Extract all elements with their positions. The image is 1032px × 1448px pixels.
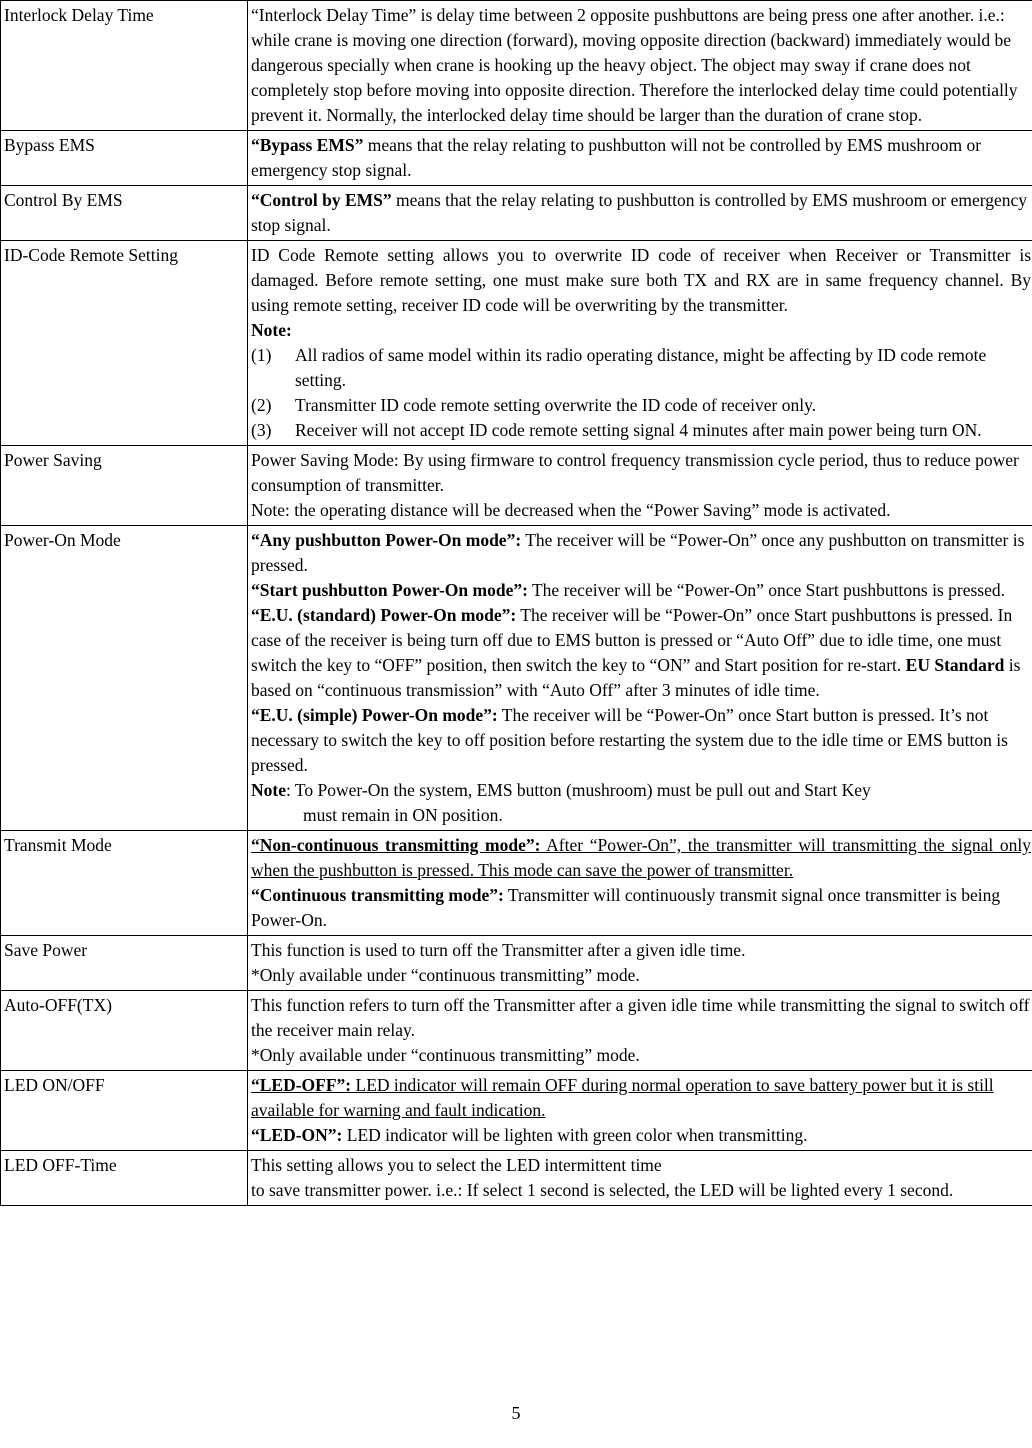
term-label: Save Power [4,940,88,960]
term-cell [1,241,248,446]
note-item [251,393,1031,418]
description-text: This function refers to turn off the Transmitter after a given idle time while transmitting the signal to switch off the receiver main relay. [251,995,1030,1040]
mode-name: “Start pushbutton Power-On mode”: [251,580,528,600]
term-cell [1,831,248,936]
note-text: must remain in ON position. [303,805,503,825]
term-cell [1,1151,248,1206]
table-row [1,526,1032,831]
table-row [1,1151,1032,1206]
mode-description: The receiver will be “Power-On” once any pushbutton on transmitter is pressed. [251,530,1025,575]
mode-item [251,1123,1031,1148]
mode-description: The receiver will be “Power-On” once Start button is pressed. It’s not necessary to switch the key to off position before restarting the system due to the idle time or EMS button is pressed. [251,705,1008,775]
description-cell [248,446,1032,526]
term-cell [1,936,248,991]
term-cell [1,1,248,131]
mode-name: “LED-OFF”: [251,1075,352,1095]
term-cell [1,1071,248,1151]
term-cell [1,446,248,526]
mode-name: “LED-ON”: [251,1125,343,1145]
table-row [1,991,1032,1071]
mode-item [251,833,1031,883]
term-label: LED ON/OFF [4,1075,105,1095]
mode-description: After “Power-On”, the transmitter will transmitting the signal only when the pushbutton is pressed. This mode can save the power of transmitter. [251,835,1031,880]
term-label: Power-On Mode [4,530,121,550]
mode-description: LED indicator will be lighten with green color when transmitting. [342,1125,808,1145]
term-cell [1,526,248,831]
table-row [1,1071,1032,1151]
description-text: “Interlock Delay Time” is delay time between 2 opposite pushbuttons are being press one after another. i.e.: while crane is moving one direction (forward), moving opposite direction (backward) immediately would be dangerous specially when crane is hooking up the heavy object. The object may sway if crane does not completely stop before moving into opposite direction. Therefore the interlocked delay time could potentially prevent it. Normally, the interlocked delay time should be larger than the duration of crane stop. [251,5,1018,125]
description-text: means that the relay relating to pushbutton will not be controlled by EMS mushroom or emergency stop signal. [251,135,982,180]
table-row [1,131,1032,186]
term-label: Transmit Mode [4,835,112,855]
description-note: *Only available under “continuous transmitting” mode. [251,965,640,985]
note-number: (3) [251,420,272,440]
table-row [1,446,1032,526]
mode-item [251,883,1031,933]
mode-description: is based on “continuous transmission” with “Auto Off” after 3 minutes of idle time. [251,655,1021,700]
term-label: Bypass EMS [4,135,95,155]
note-text: All radios of same model within its radio operating distance, might be affecting by ID code remote setting. [295,345,987,390]
term-label: Interlock Delay Time [4,5,154,25]
description-text: to save transmitter power. i.e.: If select 1 second is selected, the LED will be lighted every 1 second. [251,1180,954,1200]
description-bold-term: “Bypass EMS” [251,135,364,155]
term-cell [1,186,248,241]
mode-item [251,578,1031,603]
description-cell [248,1,1032,131]
term-cell [1,131,248,186]
mode-name: “E.U. (standard) Power-On mode”: [251,605,517,625]
term-label: Power Saving [4,450,102,470]
mode-description: Transmitter will continuously transmit signal once transmitter is being Power-On. [251,885,1001,930]
mode-description: The receiver will be “Power-On” once Start pushbuttons is pressed. In case of the receiver is being turn off due to EMS button is pressed or “Auto Off” due to idle time, one must switch the key to “OFF” position, then switch the key to “ON” and Start position for re-start. [251,605,1013,675]
description-bold-term: “Control by EMS” [251,190,392,210]
description-cell [248,936,1032,991]
description-cell [248,186,1032,241]
description-text: means that the relay relating to pushbutton is controlled by EMS mushroom or emergency stop signal. [251,190,1028,235]
mode-item [251,528,1031,578]
table-row [1,241,1032,446]
note-text: : To Power-On the system, EMS button (mushroom) must be pull out and Start Key [285,780,871,800]
note-number: (1) [251,345,272,365]
mode-description: The receiver will be “Power-On” once Start pushbuttons is pressed. [527,580,1005,600]
note-item [251,343,1031,393]
description-text: This function is used to turn off the Transmitter after a given idle time. [251,940,746,960]
description-cell [248,1151,1032,1206]
description-note: *Only available under “continuous transmitting” mode. [251,1045,640,1065]
description-cell [248,1071,1032,1151]
table-row [1,186,1032,241]
mode-name: “Continuous transmitting mode”: [251,885,504,905]
mode-item [251,703,1031,778]
page-number: 5 [511,1403,521,1423]
term-label: Auto-OFF(TX) [4,995,112,1015]
term-label: Control By EMS [4,190,123,210]
mode-item [251,1073,1031,1123]
note-text: Receiver will not accept ID code remote setting signal 4 minutes after main power being turn ON. [295,420,982,440]
mode-name: “E.U. (simple) Power-On mode”: [251,705,498,725]
term-label: ID-Code Remote Setting [4,245,179,265]
table-row [1,1,1032,131]
note-text: Transmitter ID code remote setting overwrite the ID code of receiver only. [295,395,817,415]
mode-name: “Any pushbutton Power-On mode”: [251,530,522,550]
description-text: Power Saving Mode: By using firmware to control frequency transmission cycle period, thus to reduce power consumption of transmitter. [251,450,1019,495]
description-cell [248,131,1032,186]
table-row [1,936,1032,991]
term-cell [1,991,248,1071]
description-cell [248,526,1032,831]
note-label: Note [251,780,286,800]
mode-name: “Non-continuous transmitting mode”: [251,835,541,855]
description-text: This setting allows you to select the LED intermittent time [251,1155,662,1175]
description-cell [248,241,1032,446]
mode-emphasis: EU Standard [905,655,1005,675]
term-label: LED OFF-Time [4,1155,117,1175]
mode-item [251,603,1031,703]
note-item [251,418,1031,443]
description-cell [248,831,1032,936]
description-cell [248,991,1032,1071]
description-note: Note: the operating distance will be decreased when the “Power Saving” mode is activated. [251,500,891,520]
mode-description: LED indicator will remain OFF during normal operation to save battery power but it is still available for warning and fault indication. [251,1075,994,1120]
table-row [1,831,1032,936]
description-text: ID Code Remote setting allows you to overwrite ID code of receiver when Receiver or Transmitter is damaged. Before remote setting, one must make sure both TX and RX are in same frequency channel. By using remote setting, receiver ID code will be overwriting by the transmitter. [251,245,1031,315]
note-number: (2) [251,395,272,415]
note-label: Note: [251,320,292,340]
